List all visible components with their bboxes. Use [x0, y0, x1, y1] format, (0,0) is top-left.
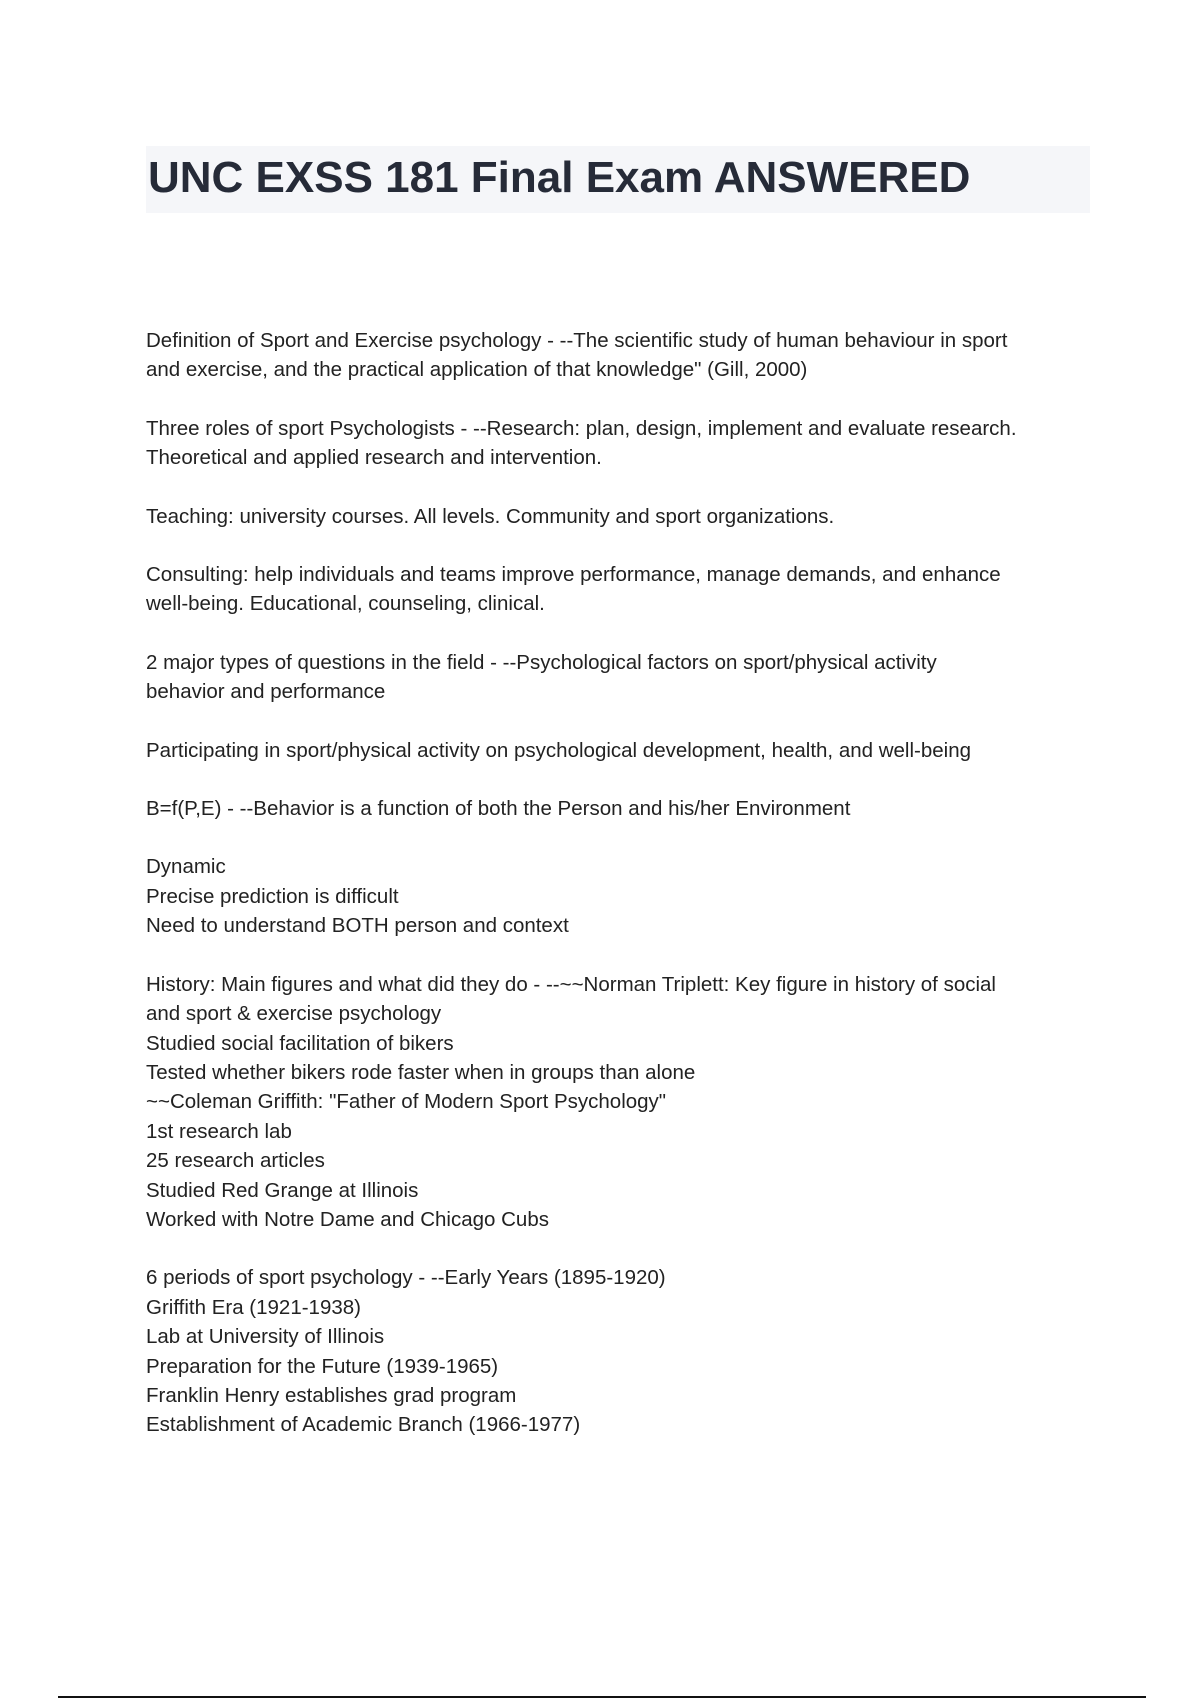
entry-text-line: Studied Red Grange at Illinois [146, 1178, 419, 1202]
entry-text-line: Dynamic [146, 855, 226, 879]
document-title: UNC EXSS 181 Final Exam ANSWERED [148, 153, 971, 202]
entry-text-line: Lab at University of Illinois [146, 1325, 385, 1349]
entry-text-line: B=f(P,E) - --Behavior is a function of both the Person and his/her Environment [146, 797, 851, 821]
entry-text-line: Participating in sport/physical activity on psychological development, health, and well-being [146, 738, 972, 762]
qa-entry [146, 736, 1096, 765]
qa-entry [146, 648, 1096, 707]
entry-text-line: 6 periods of sport psychology - --Early Years (1895-1920) [146, 1266, 666, 1290]
page-bottom-rule [58, 1696, 1146, 1698]
qa-entry [146, 326, 1096, 385]
entry-text-line: Precise prediction is difficult [146, 884, 399, 908]
entry-text-line: Tested whether bikers rode faster when in groups than alone [146, 1060, 696, 1084]
qa-entry [146, 794, 1096, 823]
entry-text-line: Griffith Era (1921-1938) [146, 1295, 361, 1319]
entry-text-line: and sport & exercise psychology [146, 1002, 442, 1026]
entry-text-line: Worked with Notre Dame and Chicago Cubs [146, 1207, 549, 1231]
qa-entry [146, 1263, 1096, 1439]
entry-text-line: Establishment of Academic Branch (1966-1977) [146, 1413, 581, 1437]
qa-entry [146, 414, 1096, 473]
entry-text-line: well-being. Educational, counseling, clinical. [146, 592, 545, 616]
entry-text-line: 2 major types of questions in the field - --Psychological factors on sport/physical activity [146, 650, 937, 674]
entry-text-line: 1st research lab [146, 1119, 292, 1143]
document-body [146, 326, 1096, 1469]
entry-text-line: Three roles of sport Psychologists - --Research: plan, design, implement and evaluate research. [146, 416, 1017, 440]
entry-text-line: Studied social facilitation of bikers [146, 1031, 454, 1055]
entry-text-line: and exercise, and the practical application of that knowledge" (Gill, 2000) [146, 358, 808, 382]
entry-text-line: Preparation for the Future (1939-1965) [146, 1354, 499, 1378]
qa-entry [146, 560, 1096, 619]
entry-text-line: Franklin Henry establishes grad program [146, 1383, 517, 1407]
entry-text-line: Teaching: university courses. All levels. Community and sport organizations. [146, 504, 835, 528]
entry-text-line: behavior and performance [146, 680, 386, 704]
entry-text-line: Need to understand BOTH person and context [146, 914, 569, 938]
entry-text-line: Definition of Sport and Exercise psychology - --The scientific study of human behaviour in sport [146, 329, 1008, 352]
entry-text-line: History: Main figures and what did they do - --~~Norman Triplett: Key figure in history of social [146, 972, 996, 996]
entry-text-line: 25 research articles [146, 1149, 325, 1173]
entry-text-line: ~~Coleman Griffith: "Father of Modern Sport Psychology" [146, 1090, 667, 1114]
qa-entry [146, 502, 1096, 531]
qa-entry [146, 970, 1096, 1235]
entry-text-line: Theoretical and applied research and intervention. [146, 446, 602, 470]
title-banner [146, 146, 1090, 213]
qa-entry [146, 852, 1096, 940]
entry-text-line: Consulting: help individuals and teams improve performance, manage demands, and enhance [146, 563, 1001, 587]
